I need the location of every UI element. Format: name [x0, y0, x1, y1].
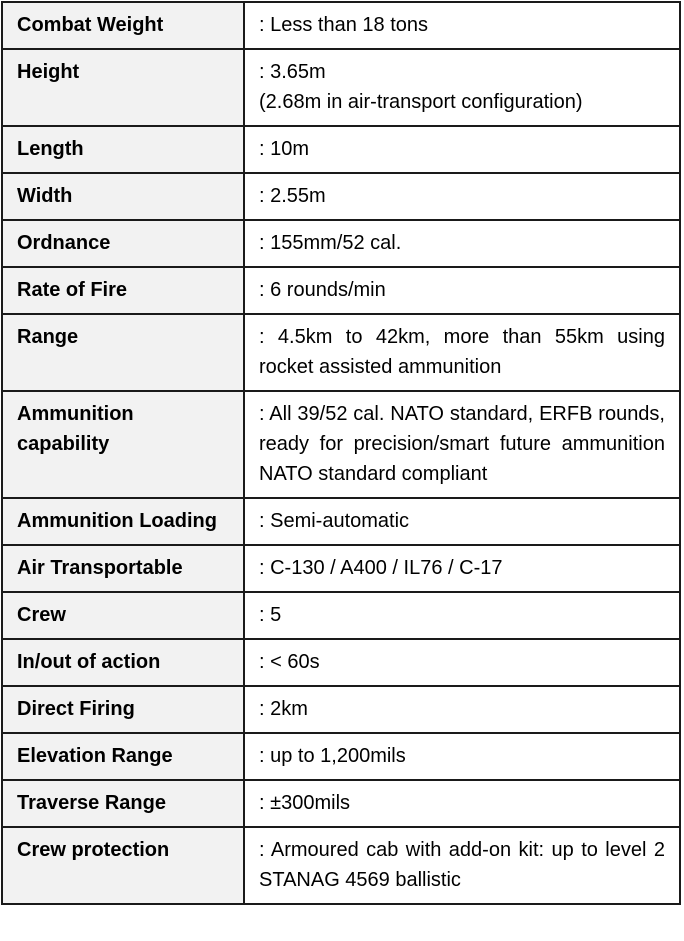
- spec-row-crew-protection: [2, 827, 680, 904]
- spec-row-range: [2, 314, 680, 391]
- spec-row-traverse-range: [2, 780, 680, 827]
- spec-value: : Semi-automatic: [244, 498, 680, 545]
- spec-label: Combat Weight: [2, 2, 244, 49]
- spec-value: : ±300mils: [244, 780, 680, 827]
- spec-value: : 10m: [244, 126, 680, 173]
- spec-value: : 2km: [244, 686, 680, 733]
- spec-row-elevation-range: [2, 733, 680, 780]
- spec-value: : All 39/52 cal. NATO standard, ERFB rounds, ready for precision/smart future ammunition NATO standard compliant: [244, 391, 680, 498]
- spec-row-height: [2, 49, 680, 126]
- spec-row-air-transportable: [2, 545, 680, 592]
- specifications-table: [1, 1, 681, 905]
- spec-label: Width: [2, 173, 244, 220]
- spec-value-cell: [244, 49, 680, 126]
- spec-row-ammunition-loading: [2, 498, 680, 545]
- spec-row-width: [2, 173, 680, 220]
- spec-label: Length: [2, 126, 244, 173]
- spec-row-rate-of-fire: [2, 267, 680, 314]
- spec-value: : 2.55m: [244, 173, 680, 220]
- spec-row-combat-weight: [2, 2, 680, 49]
- spec-label: Air Transportable: [2, 545, 244, 592]
- spec-label: In/out of action: [2, 639, 244, 686]
- spec-label: Crew: [2, 592, 244, 639]
- spec-value-note: (2.68m in air-transport configuration): [259, 91, 583, 113]
- spec-row-crew: [2, 592, 680, 639]
- spec-label: Elevation Range: [2, 733, 244, 780]
- spec-label: Direct Firing: [2, 686, 244, 733]
- spec-label: Rate of Fire: [2, 267, 244, 314]
- spec-value: : 4.5km to 42km, more than 55km using rocket assisted ammunition: [244, 314, 680, 391]
- spec-label: Traverse Range: [2, 780, 244, 827]
- spec-row-length: [2, 126, 680, 173]
- spec-value: : up to 1,200mils: [244, 733, 680, 780]
- spec-label: Ordnance: [2, 220, 244, 267]
- spec-label: Range: [2, 314, 244, 391]
- spec-label: Ammunition capability: [2, 391, 244, 498]
- spec-value: : Armoured cab with add-on kit: up to level 2 STANAG 4569 ballistic: [244, 827, 680, 904]
- spec-value: : Less than 18 tons: [244, 2, 680, 49]
- spec-value: : 3.65m: [259, 61, 326, 83]
- spec-value: : 155mm/52 cal.: [244, 220, 680, 267]
- spec-row-ammunition-capability: [2, 391, 680, 498]
- spec-label: Crew protection: [2, 827, 244, 904]
- spec-row-ordnance: [2, 220, 680, 267]
- spec-row-direct-firing: [2, 686, 680, 733]
- spec-value: : C-130 / A400 / IL76 / C-17: [244, 545, 680, 592]
- spec-value: : 6 rounds/min: [244, 267, 680, 314]
- spec-label: Ammunition Loading: [2, 498, 244, 545]
- spec-label: Height: [2, 49, 244, 126]
- spec-row-in-out-of-action: [2, 639, 680, 686]
- spec-value: : 5: [244, 592, 680, 639]
- spec-value: : < 60s: [244, 639, 680, 686]
